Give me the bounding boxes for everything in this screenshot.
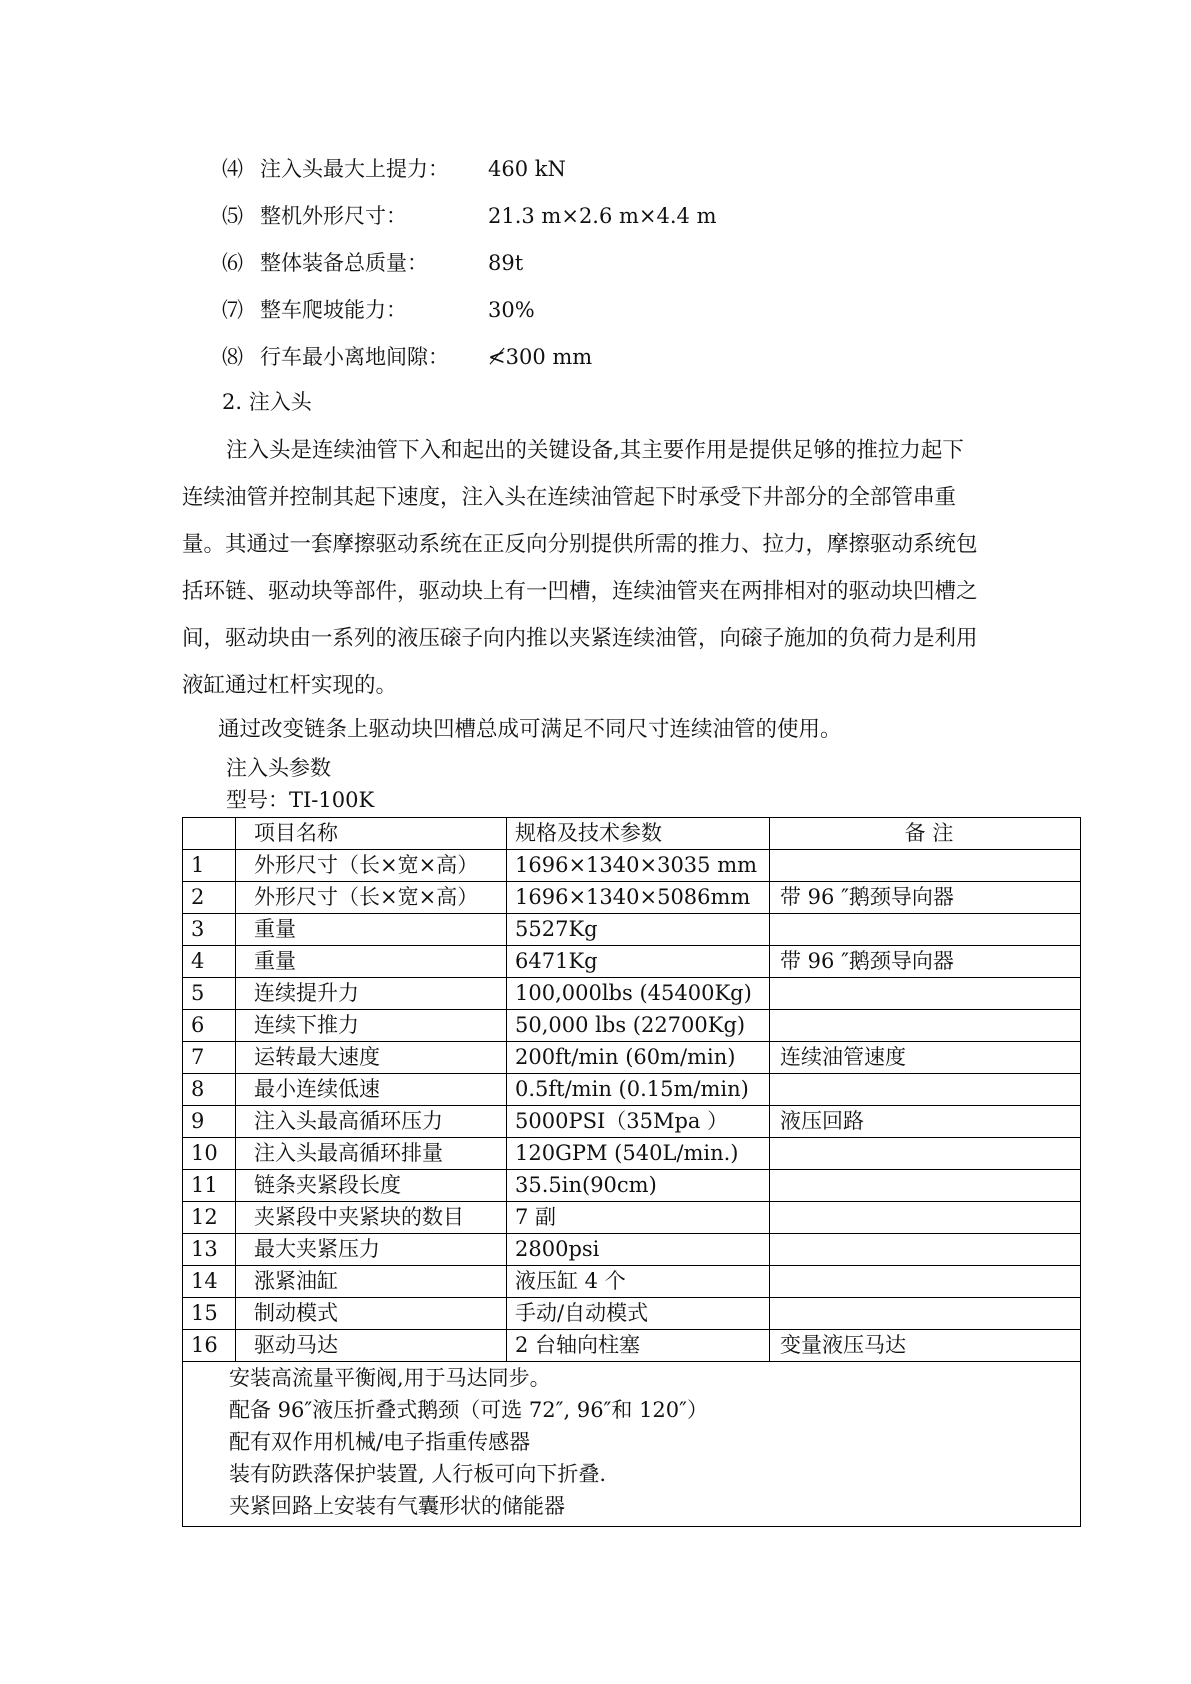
- table-row: [183, 1234, 1081, 1266]
- spec-item: [222, 193, 1022, 240]
- spec-cell: 液压缸 4 个: [507, 1266, 770, 1298]
- remark-cell: [770, 850, 1081, 882]
- note-line: 装有防跌落保护装置, 人行板可向下折叠.: [229, 1462, 607, 1486]
- spec-number: ⑹: [222, 251, 243, 275]
- spec-cell: 0.5ft/min (0.15m/min): [507, 1074, 770, 1106]
- table-row: [183, 1074, 1081, 1106]
- header-cell: 项目名称: [236, 818, 507, 850]
- spec-cell: 7 副: [507, 1202, 770, 1234]
- remark-cell: [770, 1074, 1081, 1106]
- spec-value: ≮300 mm: [488, 345, 593, 369]
- notes-cell: [183, 1362, 1081, 1527]
- parameter-table: [182, 817, 1081, 1527]
- item-name-cell: 注入头最高循环排量: [236, 1138, 507, 1170]
- note-line: 配备 96″液压折叠式鹅颈（可选 72″, 96″和 120″）: [229, 1398, 708, 1422]
- row-number-cell: 3: [183, 914, 236, 946]
- row-number-cell: 8: [183, 1074, 236, 1106]
- spec-value: 460 kN: [488, 157, 566, 181]
- header-cell: 备 注: [770, 818, 1081, 850]
- note-line: 夹紧回路上安装有气囊形状的储能器: [229, 1494, 565, 1518]
- spec-cell: 2 台轴向柱塞: [507, 1330, 770, 1362]
- spec-cell: 1696×1340×5086mm: [507, 882, 770, 914]
- table-row: [183, 1042, 1081, 1074]
- spec-cell: 100,000lbs (45400Kg): [507, 978, 770, 1010]
- spec-label: 行车最小离地间隙：: [260, 345, 449, 369]
- item-name-cell: 运转最大速度: [236, 1042, 507, 1074]
- remark-cell: [770, 1202, 1081, 1234]
- item-name-cell: 驱动马达: [236, 1330, 507, 1362]
- spec-item: [222, 334, 1022, 381]
- description-paragraph: [182, 427, 978, 709]
- item-name-cell: 注入头最高循环压力: [236, 1106, 507, 1138]
- item-name-cell: 连续提升力: [236, 978, 507, 1010]
- table-row: [183, 1010, 1081, 1042]
- table-row: [183, 850, 1081, 882]
- spec-value: 21.3 m×2.6 m×4.4 m: [488, 204, 717, 228]
- item-name-cell: 最大夹紧压力: [236, 1234, 507, 1266]
- table-row: [183, 1106, 1081, 1138]
- header-cell: [183, 818, 236, 850]
- item-name-cell: 链条夹紧段长度: [236, 1170, 507, 1202]
- remark-cell: 带 96 ″鹅颈导向器: [770, 882, 1081, 914]
- table-row: [183, 914, 1081, 946]
- row-number-cell: 12: [183, 1202, 236, 1234]
- paragraph-line: 量。其通过一套摩擦驱动系统在正反向分别提供所需的推力、拉力，摩擦驱动系统包: [182, 532, 978, 557]
- spec-cell: 200ft/min (60m/min): [507, 1042, 770, 1074]
- spec-number: ⑷: [222, 157, 243, 181]
- remark-cell: 连续油管速度: [770, 1042, 1081, 1074]
- remark-cell: [770, 1138, 1081, 1170]
- paragraph-line: 注入头是连续油管下入和起出的关键设备,其主要作用是提供足够的推拉力起下: [226, 438, 964, 463]
- spec-list: [222, 146, 1022, 381]
- spec-cell: 120GPM (540L/min.): [507, 1138, 770, 1170]
- row-number-cell: 15: [183, 1298, 236, 1330]
- model-label: 型号：TI-100K: [226, 788, 375, 812]
- table-caption: 注入头参数: [226, 756, 331, 780]
- item-name-cell: 连续下推力: [236, 1010, 507, 1042]
- usage-paragraph: 通过改变链条上驱动块凹槽总成可满足不同尺寸连续油管的使用。: [218, 717, 842, 742]
- row-number-cell: 1: [183, 850, 236, 882]
- spec-label: 注入头最大上提力：: [260, 157, 449, 181]
- remark-cell: [770, 978, 1081, 1010]
- spec-cell: 5000PSI（35Mpa ）: [507, 1106, 770, 1138]
- notes-row: [183, 1362, 1081, 1527]
- table-row: [183, 1266, 1081, 1298]
- paragraph-line: 间，驱动块由一系列的液压磙子向内推以夹紧连续油管，向磙子施加的负荷力是利用: [182, 626, 978, 651]
- table-row: [183, 1170, 1081, 1202]
- table-row: [183, 1138, 1081, 1170]
- row-number-cell: 14: [183, 1266, 236, 1298]
- item-name-cell: 外形尺寸（长×宽×高）: [236, 850, 507, 882]
- spec-label: 整体装备总质量：: [260, 251, 428, 275]
- row-number-cell: 16: [183, 1330, 236, 1362]
- spec-item: [222, 287, 1022, 334]
- table-header-row: [183, 818, 1081, 850]
- spec-value: 30%: [488, 298, 535, 322]
- spec-label: 整机外形尺寸：: [260, 204, 407, 228]
- item-name-cell: 重量: [236, 914, 507, 946]
- table-row: [183, 1202, 1081, 1234]
- spec-item: [222, 240, 1022, 287]
- item-name-cell: 重量: [236, 946, 507, 978]
- spec-cell: 1696×1340×3035 mm: [507, 850, 770, 882]
- row-number-cell: 5: [183, 978, 236, 1010]
- row-number-cell: 10: [183, 1138, 236, 1170]
- paragraph-line: 括环链、驱动块等部件，驱动块上有一凹槽，连续油管夹在两排相对的驱动块凹槽之: [182, 579, 978, 604]
- remark-cell: 带 96 ″鹅颈导向器: [770, 946, 1081, 978]
- table-row: [183, 882, 1081, 914]
- remark-cell: [770, 914, 1081, 946]
- row-number-cell: 13: [183, 1234, 236, 1266]
- spec-label: 整车爬坡能力：: [260, 298, 407, 322]
- row-number-cell: 6: [183, 1010, 236, 1042]
- table-row: [183, 1298, 1081, 1330]
- row-number-cell: 7: [183, 1042, 236, 1074]
- note-line: 配有双作用机械/电子指重传感器: [229, 1430, 531, 1454]
- header-cell: 规格及技术参数: [507, 818, 770, 850]
- note-line: 安装高流量平衡阀,用于马达同步。: [229, 1366, 551, 1390]
- spec-number: ⑻: [222, 345, 243, 369]
- row-number-cell: 2: [183, 882, 236, 914]
- remark-cell: 变量液压马达: [770, 1330, 1081, 1362]
- spec-number: ⑺: [222, 298, 243, 322]
- remark-cell: [770, 1010, 1081, 1042]
- row-number-cell: 11: [183, 1170, 236, 1202]
- remark-cell: 液压回路: [770, 1106, 1081, 1138]
- spec-cell: 35.5in(90cm): [507, 1170, 770, 1202]
- row-number-cell: 4: [183, 946, 236, 978]
- paragraph-line: 连续油管并控制其起下速度，注入头在连续油管起下时承受下井部分的全部管串重: [182, 485, 957, 510]
- row-number-cell: 9: [183, 1106, 236, 1138]
- remark-cell: [770, 1234, 1081, 1266]
- table-row: [183, 978, 1081, 1010]
- spec-item: [222, 146, 1022, 193]
- spec-cell: 2800psi: [507, 1234, 770, 1266]
- spec-number: ⑸: [222, 204, 243, 228]
- remark-cell: [770, 1298, 1081, 1330]
- table-row: [183, 1330, 1081, 1362]
- item-name-cell: 制动模式: [236, 1298, 507, 1330]
- table-row: [183, 946, 1081, 978]
- paragraph-line: 液缸通过杠杆实现的。: [182, 673, 398, 698]
- spec-value: 89t: [488, 251, 524, 275]
- item-name-cell: 涨紧油缸: [236, 1266, 507, 1298]
- item-name-cell: 夹紧段中夹紧块的数目: [236, 1202, 507, 1234]
- spec-cell: 5527Kg: [507, 914, 770, 946]
- spec-cell: 50,000 lbs (22700Kg): [507, 1010, 770, 1042]
- remark-cell: [770, 1266, 1081, 1298]
- section-heading: 2. 注入头: [222, 390, 312, 414]
- spec-cell: 6471Kg: [507, 946, 770, 978]
- item-name-cell: 外形尺寸（长×宽×高）: [236, 882, 507, 914]
- spec-cell: 手动/自动模式: [507, 1298, 770, 1330]
- item-name-cell: 最小连续低速: [236, 1074, 507, 1106]
- remark-cell: [770, 1170, 1081, 1202]
